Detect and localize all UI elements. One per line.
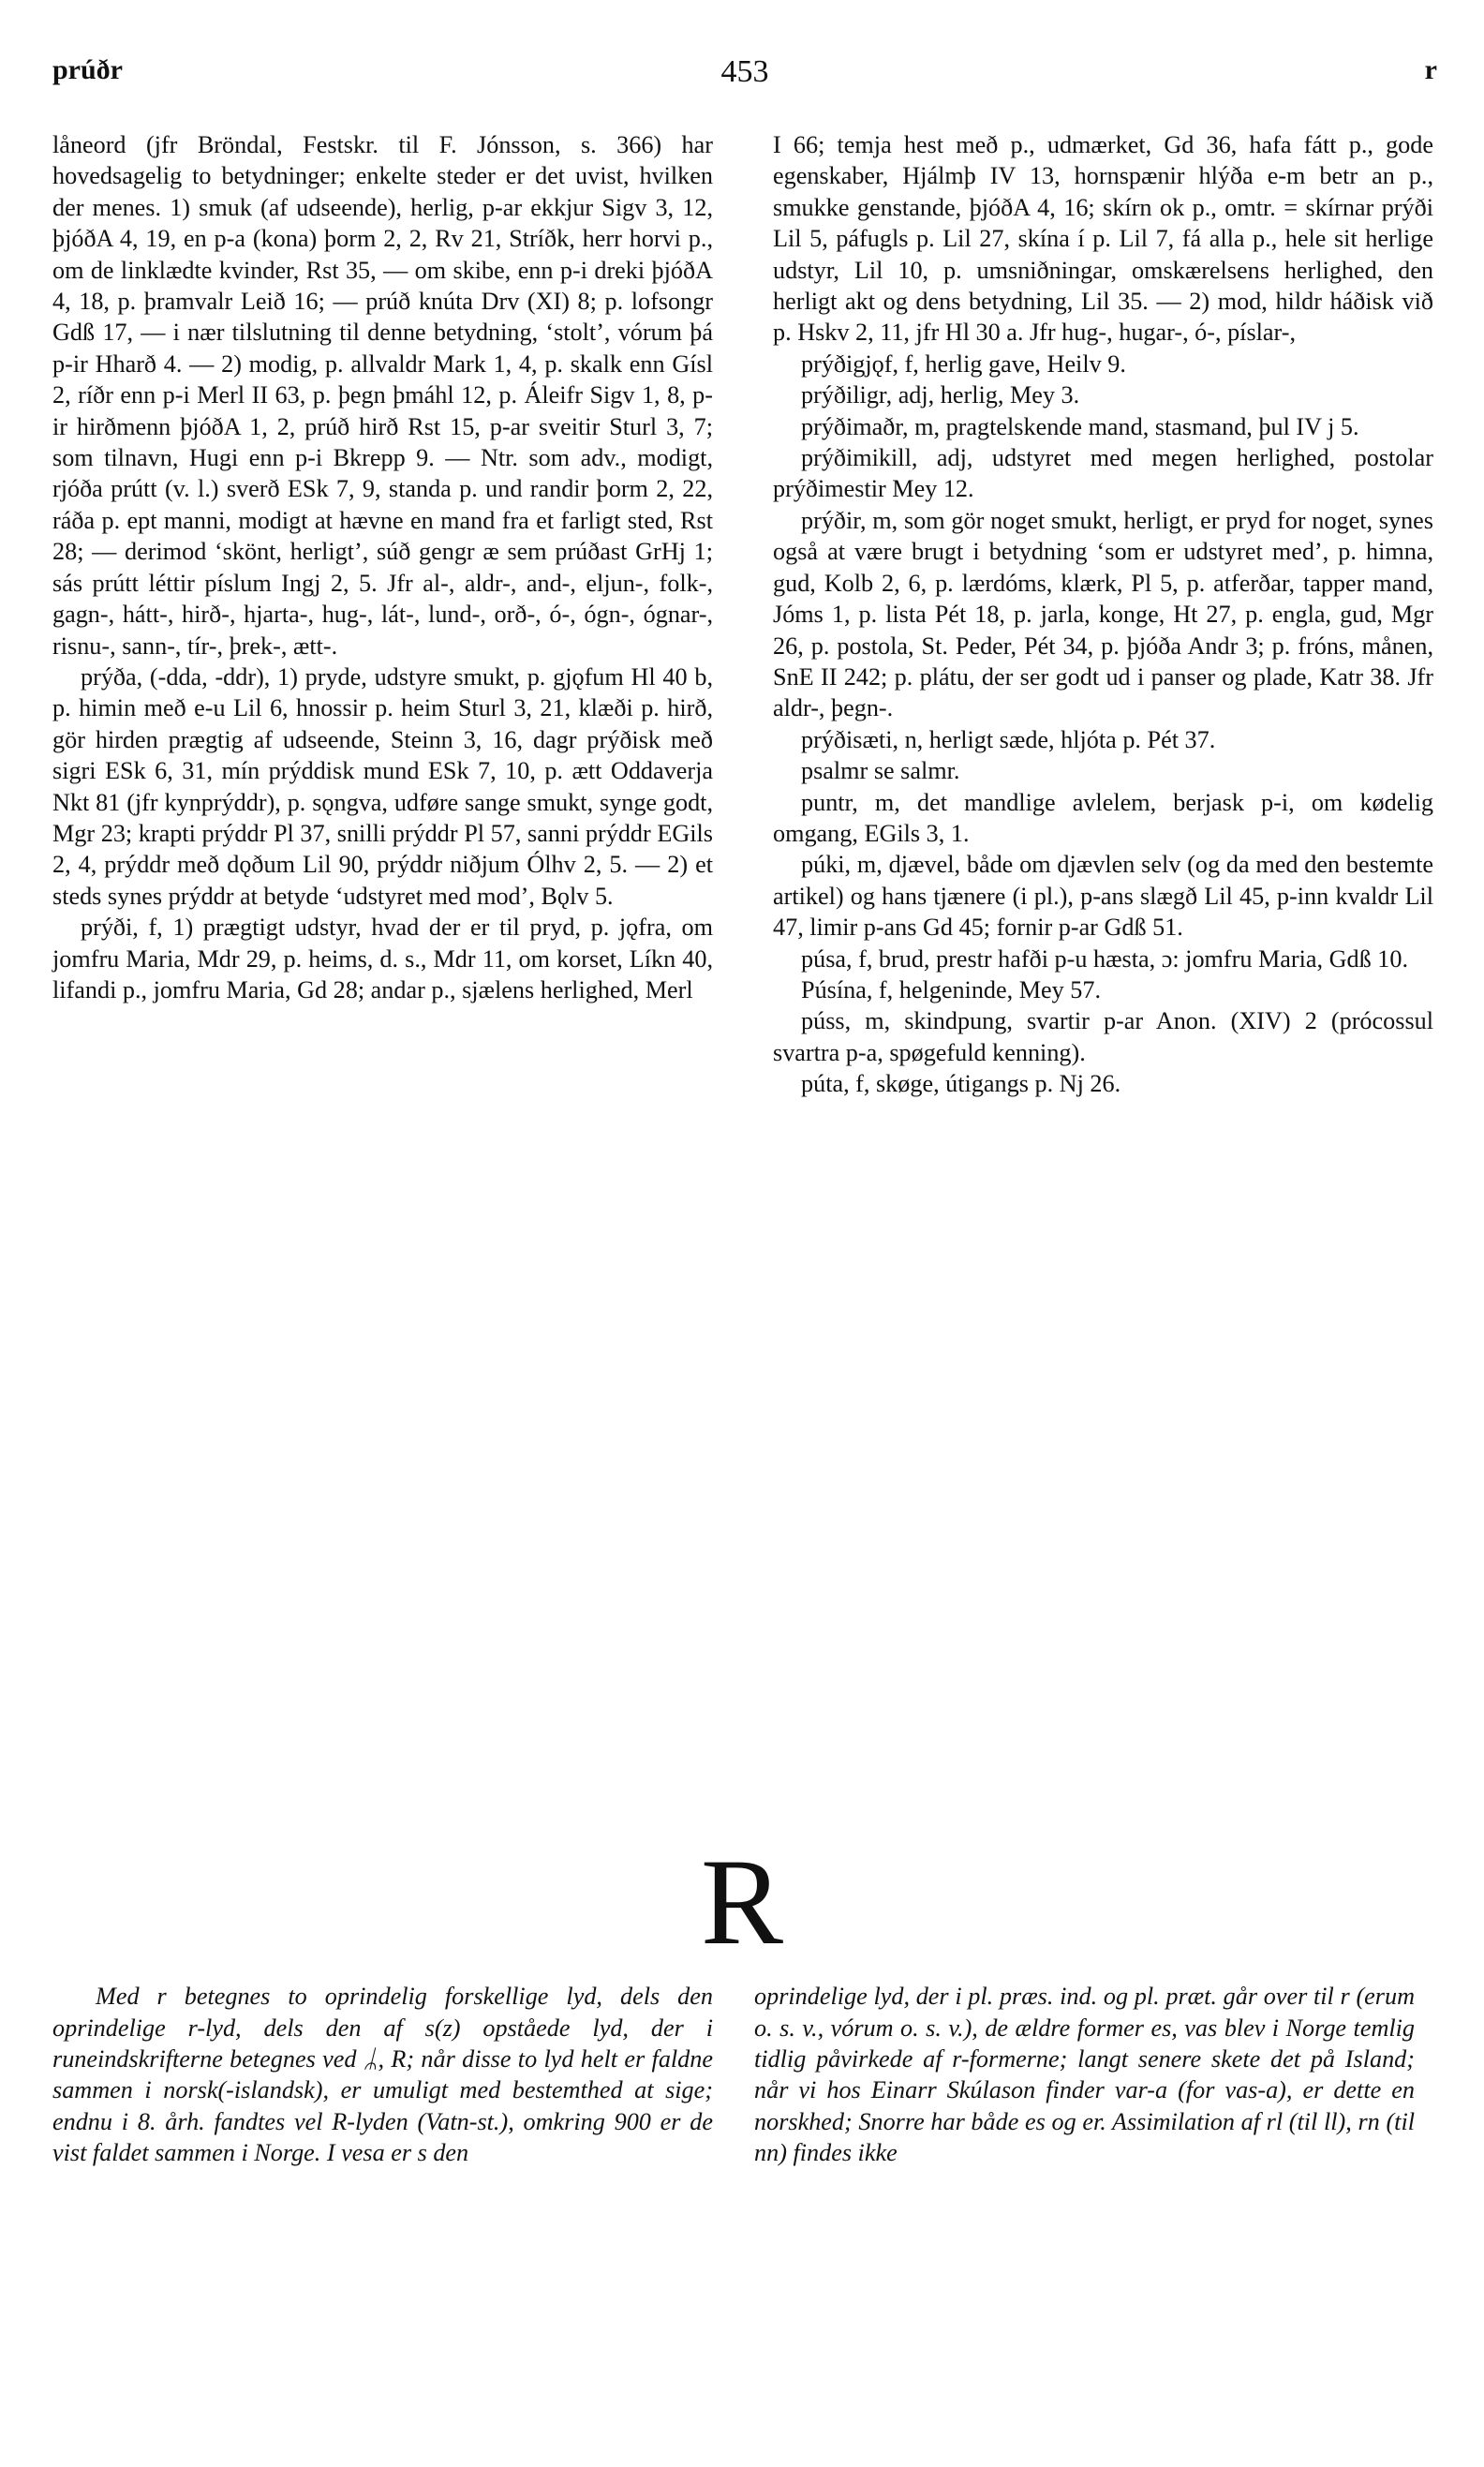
section-letter: R bbox=[700, 1833, 784, 1970]
entry-prydigjof: prýðigjǫf, f, herlig gave, Heilv 9. bbox=[801, 349, 1126, 378]
entry-pryda: prýða, (-dda, -ddr), 1) pryde, udstyre smukt, p. gjǫfum Hl 40 b, p. himin með e-u Lil 6, hnossir p. heim Sturl 3, 21, klæði p. hirð, gör hirden prægtig af udseende, Steinn 3, 16, dagr prýðisk með sigri ESk 6, 31, mín prýddisk mund ESk 7, 10, p. ætt Oddaverja Nkt 81 (jfr kynprýddr), p. sǫngva, udføre sange smukt, synge godt, Mgr 23; krapti prýddr Pl 37, snilli prýddr Pl 57, sanni prýddr EGils 2, 4, prýddr með dǫðum Lil 90, prýddr niðjum Ólhv 2, 5. — 2) et steds synes prýddr at betyde ‘udstyret med mod’, Bǫlv 5. bbox=[52, 662, 713, 910]
entry-puki: púki, m, djævel, både om djævlen selv (og da med den bestemte artikel) og hans tjænere (i pl.), p-ans slægð Lil 45, p-inn kvaldr Lil 47, limir p-ans Gd 45; fornir p-ar Gdß 51. bbox=[773, 851, 1433, 942]
page-number: 453 bbox=[720, 54, 769, 89]
running-headword-left: prúðr bbox=[52, 54, 123, 85]
entry-continuation: låneord (jfr Bröndal, Festskr. til F. Jónsson, s. 366) har hovedsagelig to betydninger; enkelte steder er det uvist, hvilken der menes. 1) smuk (af udseende), herlig, p-ar ekkjur Sigv 3, 12, þjóðA 4, 19, en p-a (kona) þorm 2, 2, Rv 21, Stríðk, herr horvi p., om de linklædte kvinder, Rst 35, — om skibe, enn p-i dreki þjóðA 4, 18, p. þramvalr Leið 16; — prúð knúta Drv (XI) 8; p. lofsongr Gdß 17, — i nær tilslutning til denne betydning, ‘stolt’, vórum þá p-ir Hharð 4. — 2) modig, p. allvaldr Mark 1, 4, p. skalk enn Gísl 2, ríðr enn p-i Merl II 63, p. þegn þmáhl 12, p. Áleifr Sigv 1, 8, p-ir hirðmenn þjóðA 1, 2, prúð hirð Rst 15, p-ar sveitir Sturl 3, 7; som tilnavn, Hugi enn p-i Bkrepp 9. — Ntr. som adv., modigt, rjóða prútt (v. l.) sverð ESk 7, 9, standa p. und randir þorm 2, 22, ráða p. ept manni, modigt at hævne en mand fra et farligt sted, Rst 28; — derimod ‘skönt, herligt’, súð gengr æ sem prúðast GrHj 1; sás prútt léttir píslum Ingj 2, 5. Jfr al-, aldr-, and-, eljun-, folk-, gagn-, hátt-, hirð-, hjarta-, hug-, lát-, lund-, orð-, ó-, ógn-, ógnar-, risnu-, sann-, tír-, þrek-, ætt-. bbox=[52, 131, 713, 660]
entry-pusa: púsa, f, brud, prestr hafði p-u hæsta, ɔ: jomfru Maria, Gdß 10. bbox=[801, 944, 1408, 973]
running-headword-right: r bbox=[1424, 54, 1437, 85]
section-intro-right: oprindelige lyd, der i pl. præs. ind. og pl. præt. går over til r (erum o. s. v., vórum o. s. v.), de ældre former es, vas blev i Norge temlig tidlig påvirkede af r-formerne; langt senere skete det på Island; når vi hos Einarr Skúlason finder var-a (for vas-a), er dette en norskhed; Snorre har både es og er. Assimilation af rl (til ll), rn (til nn) findes ikke bbox=[754, 1983, 1415, 2167]
entry-prydir: prýðir, m, som gör noget smukt, herligt, er pryd for noget, synes også at være brugt i betydning ‘som er udstyret med’, p. himna, gud, Kolb 2, 6, p. lærdóms, klærk, Pl 5, p. atferðar, tapper mand, Jóms 1, p. lista Pét 18, p. jarla, konge, Ht 27, p. engla, gud, Mgr 26, p. postola, St. Peder, Pét 34, p. þjóða Andr 3; p. fróns, månen, SnE II 242; p. plátu, der ser godt ud i panser og plade, Katr 38. Jfr aldr-, þegn-. bbox=[773, 506, 1433, 722]
entry-psalmr: psalmr se salmr. bbox=[801, 757, 960, 785]
entry-prydimikill: prýðimikill, adj, udstyret med megen herlighed, postolar prýðimestir Mey 12. bbox=[773, 444, 1433, 503]
entry-puta: púta, f, skøge, útigangs p. Nj 26. bbox=[801, 1070, 1121, 1098]
section-intro-left: Med r betegnes to oprindelig forskellige lyd, dels den oprindelige r-lyd, dels den af s(z) opståede lyd, der i runeindskrifterne betegnes ved ᛦ, R; når disse to lyd helt er faldne sammen i norsk(-islandsk), er umuligt med bestemthed at sige; endnu i 8. årh. fandtes vel R-lyden (Vatn-st.), omkring 900 er de vist faldet sammen i Norge. I vesa er s den bbox=[52, 1983, 713, 2167]
entry-prydisaeti: prýðisæti, n, herligt sæde, hljóta p. Pét 37. bbox=[801, 725, 1216, 753]
left-column bbox=[52, 129, 713, 1005]
entry-prydimadr: prýðimaðr, m, pragtelskende mand, stasmand, þul IV j 5. bbox=[801, 412, 1359, 440]
entry-puss: púss, m, skindpung, svartir p-ar Anon. (XIV) 2 (prócossul svartra p-a, spøgefuld kenning). bbox=[773, 1007, 1433, 1066]
entry-prydi-continuation: I 66; temja hest með p., udmærket, Gd 36, hafa fátt p., gode egenskaber, Hjálmþ IV 13, hornspænir hlýða e-m betr an p., smukke genstande, þjóðA 4, 16; skírn ok p., omtr. = skírnar prýði Lil 5, páfugls p. Lil 27, skína í p. Lil 7, fá alla p., hele sit herlige udstyr, Lil 10, p. umsniðningar, omskærelsens herlighed, den herligt akt og dens betydning, Lil 35. — 2) mod, hildr háðisk við p. Hskv 2, 11, jfr Hl 30 a. Jfr hug-, hugar-, ó-, píslar-, bbox=[773, 131, 1433, 347]
entry-prydi: prýði, f, 1) prægtigt udstyr, hvad der er til pryd, p. jǫfra, om jomfru Maria, Mdr 29, p. heims, d. s., Mdr 11, om korset, Líkn 40, lifandi p., jomfru Maria, Gd 28; andar p., sjælens herlighed, Merl bbox=[52, 914, 713, 1003]
entry-pusina: Púsína, f, helgeninde, Mey 57. bbox=[801, 975, 1102, 1003]
right-column bbox=[773, 129, 1433, 1100]
entry-prydiligr: prýðiligr, adj, herlig, Mey 3. bbox=[801, 381, 1080, 409]
entry-puntr: puntr, m, det mandlige avlelem, berjask p-i, om kødelig omgang, EGils 3, 1. bbox=[773, 788, 1433, 847]
page-header bbox=[52, 54, 1437, 101]
